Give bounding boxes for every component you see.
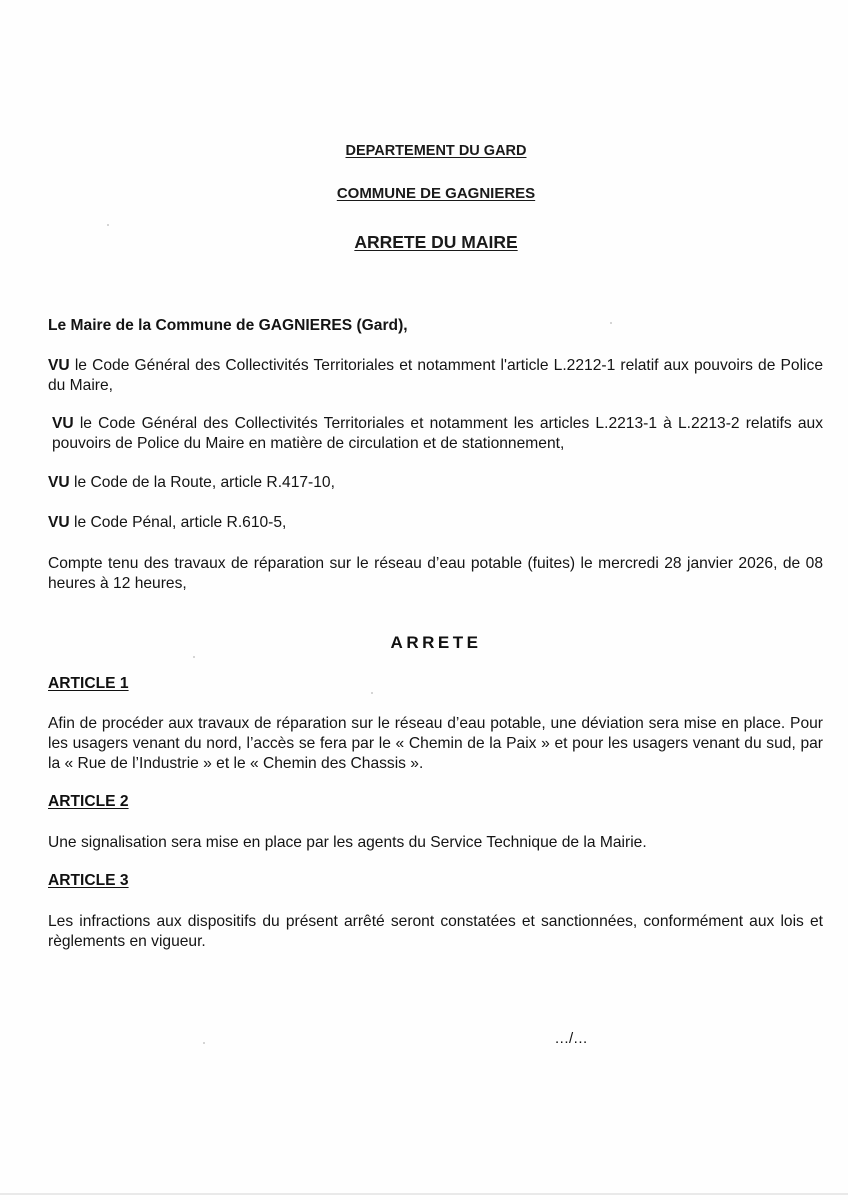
maire-line: Le Maire de la Commune de GAGNIERES (Gard),: [48, 317, 408, 334]
article-2-body: Une signalisation sera mise en place par les agents du Service Technique de la Mairie.: [48, 834, 647, 851]
department-heading: DEPARTEMENT DU GARD: [345, 143, 527, 159]
vu-text: le Code Général des Collectivités Territoriales et notamment l'article L.2212-1 relatif aux pouvoirs de Police du Maire,: [48, 357, 823, 394]
continuation-mark: .../...: [555, 1030, 588, 1047]
scan-speck: [610, 322, 612, 324]
compte-tenu-paragraph: Compte tenu des travaux de réparation sur le réseau d’eau potable (fuites) le mercredi 28 janvier 2026, de 08 heures à 12 heures,: [48, 555, 823, 592]
article-2-title: ARTICLE 2: [48, 793, 129, 810]
document-title: ARRETE DU MAIRE: [354, 232, 518, 252]
scan-speck: [203, 1042, 205, 1044]
scan-edge: [0, 1193, 848, 1195]
vu-text: le Code de la Route, article R.417-10,: [69, 474, 335, 491]
decision-title: ARRETE: [390, 633, 482, 652]
vu-paragraph-4: [48, 513, 823, 533]
vu-paragraph-1: [48, 356, 823, 396]
vu-paragraph-2: [52, 414, 823, 454]
vu-label: VU: [48, 514, 70, 531]
scan-speck: [107, 224, 109, 226]
vu-text: le Code Pénal, article R.610-5,: [69, 514, 287, 531]
article-3-body: Les infractions aux dispositifs du présent arrêté seront constatées et sanctionnées, conformément aux lois et règlements en vigueur.: [48, 913, 823, 950]
article-1-body: Afin de procéder aux travaux de réparation sur le réseau d’eau potable, une déviation sera mise en place. Pour les usagers venant du nord, l’accès se fera par le « Chemin de la Paix » et pour les usagers venant du sud, par la « Rue de l’Industrie » et le « Chemin des Chassis ».: [48, 715, 823, 772]
scan-speck: [193, 656, 195, 658]
vu-paragraph-3: [48, 473, 823, 493]
vu-label: VU: [48, 474, 70, 491]
vu-text: le Code Général des Collectivités Territoriales et notamment les articles L.2213-1 à L.2213-2 relatifs aux pouvoirs de Police du Maire en matière de circulation et de stationnement,: [52, 415, 823, 452]
article-3-title: ARTICLE 3: [48, 872, 129, 889]
article-1-title: ARTICLE 1: [48, 675, 129, 692]
vu-label: VU: [48, 357, 70, 374]
scan-speck: [371, 692, 373, 694]
commune-heading: COMMUNE DE GAGNIERES: [336, 185, 536, 202]
vu-label: VU: [52, 415, 74, 432]
